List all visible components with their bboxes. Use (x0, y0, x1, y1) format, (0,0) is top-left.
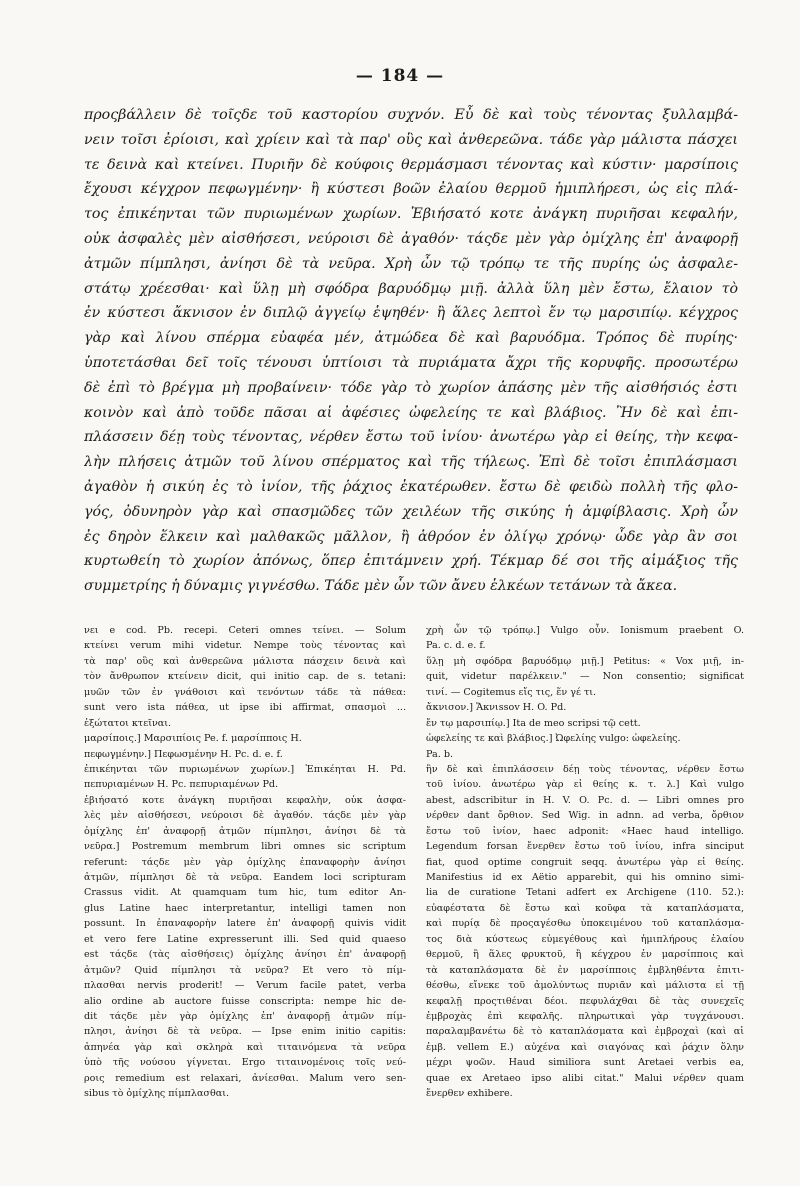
note-line: ἄκνισον.] Ἄκνιssov H. O. Pd. (426, 702, 567, 714)
main-text-line: ἐν κύστεσι ἄκνισον ἐν διπλῷ ἀγγείῳ ἑψηθέν· ἢ ἅλες λεπτοὶ ἔν τῳ μαρσιπίῳ. κέγχρος (84, 305, 738, 322)
note-line: πεπυριαμένων H. Pc. πεπυριαμένων Pd. (84, 779, 279, 791)
note-line: ἔστω τοῦ ἰνίον, haec adponit: «Haec haud intelligo. (426, 825, 744, 837)
note-line: ἔν τῳ μαρσιπίῳ.] Ita de meo scripsi τῷ cett. (426, 717, 641, 729)
note-line: τος διὰ κύστεως εὐμεγέθους καὶ ἡμιπλήρους ἐλαίου (426, 933, 744, 945)
note-line: πεφωγμένην.] Πεφωσμένην H. Pc. d. e. f. (84, 748, 283, 760)
main-text-line: στάτῳ χρέεσθαι· καὶ ὕλῃ μὴ σφόδρα βαρυόδμῳ μιῇ. ἀλλὰ ὕλη μὲν ἔστω, ἔλαιον τὸ (84, 280, 738, 297)
note-line: εὐαφέστατα δὲ ἔστω καὶ κοῦφα τὰ καταπλάσματα, (426, 902, 744, 914)
note-line: ροις remedium est relaxari, ἀνίεσθαι. Malum vero sen- (84, 1072, 406, 1084)
note-line: Crassus vidit. At quamquam tum hic, tum editor An- (84, 887, 406, 899)
note-line: πλασθαι nervis proderit! — Verum facile patet, verba (84, 980, 406, 992)
note-line: καὶ πυρίᾳ δὲ προςαγέσθω ὑποκειμένου τοῦ καταπλάσμα- (426, 918, 744, 930)
note-line: Pa. c. d. e. f. (426, 640, 486, 652)
main-text-line: οὐκ ἀσφαλὲς μὲν αἰσθήσεσι, νεύροισι δὲ ἀγαθόν· τάςδε μὲν γὰρ ὀμίχλης ἐπ' ἀναφορῇ (84, 230, 738, 247)
note-line: sunt vero ista πάθεα, ut ipse ibi affirmat, σπασμοὶ ... (84, 702, 406, 714)
main-text-line: ἀτμῶν πίμπλησι, ἀνίησι δὲ τὰ νεῦρα. Χρὴ ὦν τῷ τρόπῳ τε τῆς πυρίης ὡς ἀσφαλε- (84, 255, 738, 272)
note-line: est τάςδε (τὰς αἰσθήσεις) ὀμίχλης ἀνίησι ἐπ' ἀναφορῇ (84, 949, 406, 961)
note-line: μυῶν τῶν ἐν γνάθοισι καὶ τενόντων τάδε τὰ πάθεα: (84, 686, 406, 698)
note-line: ἢν δὲ καὶ ἐπιπλάσσειν δέῃ τοὺς τένοντας, νέρθεν ἔστω (426, 763, 744, 775)
note-line: τοῦ ἰνίου. ἀνωτέρω γὰρ εἰ θείης κ. τ. λ.] Καὶ vulgo (426, 779, 744, 791)
notes-left-column (84, 623, 406, 1102)
note-line: fiat, quod optime congruit seqq. ἀνωτέρω γὰρ εἰ θείης. (426, 856, 744, 868)
note-line: glus Latine haec interpretantur, intelligi tamen non (84, 902, 406, 914)
note-line: ἐμβροχὰς ἐπὶ κεφαλῆς. πληρωτικαὶ γὰρ τυγχάνουσι. (426, 1010, 744, 1022)
note-line: χρὴ ὦν τῷ τρόπῳ.] Vulgo οὖν. Ionismum praebent O. (426, 625, 744, 636)
note-line: abest, adscribitur in H. V. O. Pc. d. — Libri omnes pro (426, 794, 744, 806)
main-greek-text (84, 103, 738, 599)
note-line: Legendum forsan ἔνερθεν ἔστω τοῦ ἰνίου, infra sinciput (426, 841, 744, 853)
main-text-line: ἀγαθὸν ἡ σικύη ἐς τὸ ἰνίον, τῆς ῥάχιος ἑκατέρωθεν. ἔστω δὲ φειδὼ πολλὴ τῆς φλο- (84, 478, 738, 495)
note-line: ἀπηνέα γὰρ καὶ σκληρὰ καὶ τιταινόμενα τὰ νεῦρα (84, 1041, 406, 1053)
note-line: Pa. b. (426, 748, 454, 760)
note-line: lia de curatione Tetani adfert ex Archigene (110. 52.): (426, 887, 744, 899)
note-line: referunt: τάςδε μὲν γὰρ ὀμίχλης ἐπαναφορὴν ἀνίησι (84, 856, 406, 868)
note-line: ἀτμῶν? Quid πίμπλησι τὰ νεῦρα? Et vero τὸ πίμ- (84, 964, 406, 976)
note-line: ἐπικέηνται τῶν πυριωμένων χωρίων.] Ἐπικέηται H. Pd. (84, 763, 406, 775)
note-line: ὀμίχλης ἐπ' ἀναφορῇ ἀτμῶν πίμπλησι, ἀνίησι δὲ τὰ (84, 825, 406, 837)
main-text-line: συμμετρίης ἡ δύναμις γιγνέσθω. Τάδε μὲν ὦν τῶν ἄνευ ἑλκέων τετάνων τὰ ἄκεα. (84, 578, 678, 595)
note-line: ἀτμῶν, πίμπλησι δὲ τὰ νεῦρα. Eandem loci scripturam (84, 872, 406, 883)
note-line: ὠφελείης τε καὶ βλάβιος.] Ὠφελίης vulgo: ὠφελείης. (426, 733, 681, 745)
main-text-line: πλάσσειν δέῃ τοὺς τένοντας, νέρθεν ἔστω τοῦ ἰνίου· ἀνωτέρω γὰρ εἰ θείης, τὴν κεφα- (84, 429, 738, 446)
note-line: μαρσίποις.] Μαρσιπίοις Pe. f. μαρσίπποις H. (84, 733, 302, 745)
notes-right-column (426, 623, 744, 1102)
main-text-line: τος ἐπικέηνται τῶν πυριωμένων χωρίων. Ἐβιήσατό κοτε ἀνάγκη πυριῆσαι κεφαλήν, (84, 206, 738, 223)
main-text-line: λὴν πλήσεις ἀτμῶν τοῦ λίνου σπέρματος καὶ τῆς τήλεως. Ἐπὶ δὲ τοῖσι ἐπιπλάσμασι (84, 454, 738, 471)
note-line: ἐμβ. vellem E.) αὐχένα καὶ σιαγόνας καὶ ῥάχιν ὅλην (426, 1041, 744, 1053)
note-line: ἔνερθεν exhibere. (426, 1088, 513, 1100)
note-line: παραλαμβανέτω δὲ τὸ καταπλάσματα καὶ ἐμβροχαὶ (καὶ αἱ (426, 1026, 744, 1038)
note-line: τὸν ἄνθρωπον κτείνειν dicit, qui initio cap. de s. tetani: (84, 671, 406, 683)
note-line: quae ex Aretaeo ipso alibi citat." Malui νέρθεν quam (426, 1072, 744, 1084)
main-text-line: ἔχουσι κέγχρον πεφωγμένην· ἢ κύστεσι βοῶν ἐλαίου θερμοῦ ἡμιπλήρεσι, ὡς εἰς πλά- (84, 181, 738, 198)
note-line: θερμοῦ, ἢ ἅλες φρυκτοῦ, ἢ κέγχρου ἐν μαρσίπποις καὶ (426, 949, 744, 961)
note-line: θέσθω, εἴνεκε τοῦ ἀμολύντως πυριᾶν καὶ μάλιστα εἰ τῇ (426, 980, 744, 992)
main-text-line: νειν τοῖσι ἐρίοισι, καὶ χρίειν καὶ τὰ παρ' οὓς καὶ ἀνθερεῶνα. τάδε γὰρ μάλιστα πάσχει (84, 131, 738, 148)
note-line: κεφαλῇ προςτιθέναι δέοι. πεφυλάχθαι δὲ τὰς συνεχεῖς (426, 995, 744, 1007)
note-line: τὰ παρ' οὓς καὶ ἀνθερεῶνα μάλιστα πάσχειν δεινὰ καὶ (84, 655, 406, 667)
note-line: Manifestius id ex Aëtio apparebit, qui his omnino simi- (426, 872, 744, 883)
main-text-line: γός, ὀδυνηρὸν γὰρ καὶ σπασμῶδες τῶν χειλέων τῆς σικύης ἡ ἀμφίβλασις. Χρὴ ὦν (84, 503, 738, 520)
note-line: ὑπὸ τῆς νούσου γίγνεται. Ergo τιταινομένοις τοῖς νεύ- (84, 1057, 406, 1069)
note-line: quit, videtur παρέλκειν." — Non consentio; significat (426, 671, 744, 683)
note-line: possunt. In ἐπαναφορὴν latere ἐπ' ἀναφορῇ quivis vidit (84, 918, 406, 930)
main-text-line: ὑποτετάσθαι δεῖ τοῖς τένουσι ὑπτίοισι τὰ πυριάματα ἄχρι τῆς κορυφῆς. προσωτέρω (84, 354, 738, 371)
note-line: νέρθεν dant ὄρθιον. Sed Wig. in adnn. ad verba, ὄρθιον (426, 810, 744, 822)
note-line: τινί. — Cogitemus εἴς τις, ἕν γέ τι. (426, 686, 597, 698)
note-line: κτείνει verum mihi videtur. Nempe τοὺς τένοντας καὶ (84, 640, 406, 652)
main-text-line: γὰρ καὶ λίνου σπέρμα εὐαφέα μέν, ἀτμώδεα δὲ καὶ βαρυόδμα. Τρόπος δὲ πυρίης· (84, 330, 738, 347)
main-text-line: τε δεινὰ καὶ κτείνει. Πυριῆν δὲ κούφοις θερμάσμασι τένοντας καὶ κύστιν· μαρσίποις (84, 156, 738, 173)
note-line: ὕλῃ μὴ σφόδρα βαρυόδμῳ μιῇ.] Petitus: « Vox μιῇ, in- (426, 655, 744, 667)
main-text-line: δὲ ἐπὶ τὸ βρέγμα μὴ προβαίνειν· τόδε γὰρ τὸ χωρίον ἁπάσης μὲν τῆς αἰσθήσιός ἐστι (84, 379, 738, 396)
main-text-line: κοινὸν καὶ ἀπὸ τοῦδε πᾶσαι αἱ ἀφέσιες ὠφελείης τε καὶ βλάβιος. Ἢν δὲ καὶ ἐπι- (84, 404, 738, 421)
note-line: sibus τὸ ὀμίχλης πίμπλασθαι. (84, 1088, 230, 1100)
note-line: τὰ καταπλάσματα δὲ ἐν μαρσίπποις ἐμβληθέντα ἐπιτι- (426, 964, 744, 976)
critical-apparatus (84, 623, 744, 1100)
note-line: νει e cod. Pb. recepi. Ceteri omnes τείνει. — Solum (84, 625, 406, 636)
note-line: μέχρι ψοῶν. Haud similiora sunt Aretaei verbis ea, (426, 1057, 744, 1069)
note-line: νεῦρα.] Postremum membrum libri omnes sic scriptum (84, 841, 406, 853)
main-text-line: κυρτωθείη τὸ χωρίον ἀπόνως, ὅπερ ἐπιτάμνειν χρή. Τέκμαρ δέ σοι τῆς αἱμάξιος τῆς (84, 553, 738, 570)
note-line: et vero fere Latine expresserunt illi. Sed quid quaeso (84, 933, 406, 945)
page-number: — 184 — (355, 66, 445, 86)
note-line: λὲς μὲν αἰσθήσεσι, νεύροισι δὲ ἀγαθόν. τάςδε μὲν γὰρ (84, 810, 406, 822)
note-line: dit τάςδε μὲν γὰρ ὀμίχλης ἐπ' ἀναφορῇ ἀτμῶν πίμ- (84, 1010, 406, 1022)
note-line: πλησι, ἀνίησι δὲ τὰ νεῦρα. — Ipse enim initio capitis: (84, 1026, 406, 1038)
note-line: ἐξώτατοι κτεῖναι. (84, 717, 172, 729)
note-line: ἐβιήσατό κοτε ἀνάγκη πυριῆσαι κεφαλὴν, οὐκ ἀσφα- (84, 794, 406, 806)
main-text-line: προςβάλλειν δὲ τοῖςδε τοῦ καστορίου συχνόν. Εὖ δὲ καὶ τοὺς τένοντας ξυλλαμβά- (84, 107, 738, 123)
main-text-line: ἐς δηρὸν ἕλκειν καὶ μαλθακῶς μᾶλλον, ἢ ἁθρόον ἐν ὀλίγῳ χρόνῳ· ὧδε γὰρ ἂν σοι (84, 528, 738, 545)
note-line: alio ordine ab auctore fuisse conscripta: nempe hic de- (84, 995, 406, 1007)
